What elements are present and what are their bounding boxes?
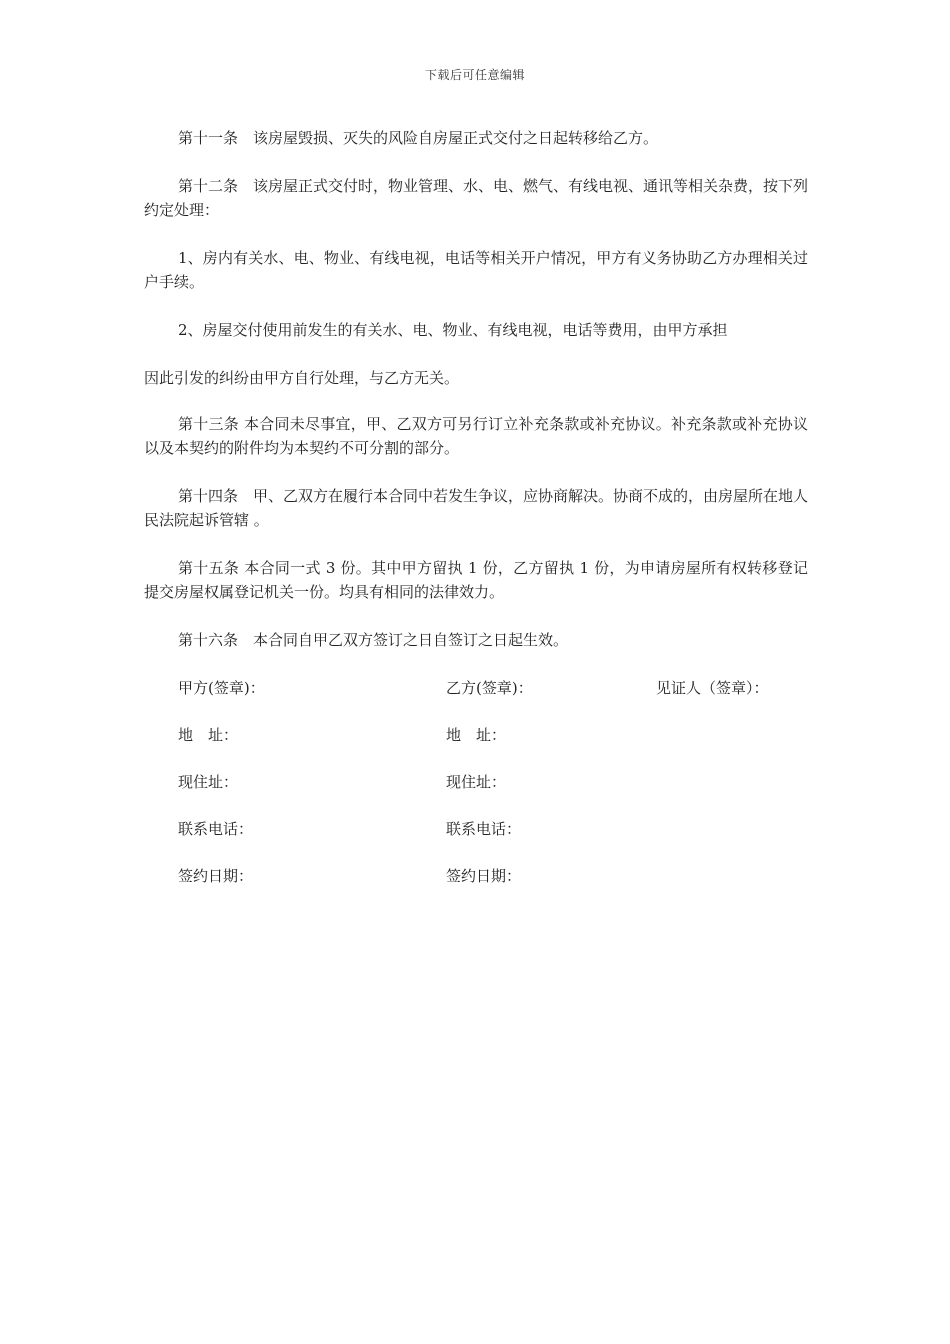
party-a-date-label: 签约日期： — [178, 867, 254, 885]
party-b-sign-label: 乙方(签章)： — [446, 679, 533, 697]
party-a-address-label: 地 址： — [178, 726, 239, 744]
party-b-current-address-label: 现住址： — [446, 773, 507, 791]
phone-row — [0, 817, 950, 841]
current-address-row — [0, 770, 950, 794]
party-a-phone-label: 联系电话： — [178, 820, 254, 838]
clause-14: 第十四条 甲、乙双方在履行本合同中若发生争议，应协商解决。协商不成的，由房屋所在地人民法院起诉管辖 。 — [144, 487, 809, 529]
date-row — [0, 864, 950, 888]
signature-row — [0, 676, 950, 700]
party-a-current-address-label: 现住址： — [178, 773, 239, 791]
clause-12-item-1: 1、房内有关水、电、物业、有线电视，电话等相关开户情况，甲方有义务协助乙方办理相关过户手续。 — [144, 249, 808, 291]
witness-sign-label: 见证人（签章）： — [656, 679, 769, 697]
clause-13: 第十三条 本合同未尽事宜，甲、乙双方可另行订立补充条款或补充协议。补充条款或补充协议以及本契约的附件均为本契约不可分割的部分。 — [144, 415, 808, 457]
address-row — [0, 723, 950, 747]
party-b-phone-label: 联系电话： — [446, 820, 522, 838]
clause-16: 第十六条 本合同自甲乙双方签订之日自签订之日起生效。 — [178, 631, 569, 649]
clause-12: 第十二条 该房屋正式交付时，物业管理、水、电、燃气、有线电视、通讯等相关杂费，按下列约定处理： — [144, 177, 809, 219]
clause-12-item-2: 2、房屋交付使用前发生的有关水、电、物业、有线电视，电话等费用，由甲方承担 — [178, 321, 728, 339]
header-note: 下载后可任意编辑 — [424, 68, 525, 82]
party-a-sign-label: 甲方(签章)： — [178, 679, 265, 697]
clause-11: 第十一条 该房屋毁损、灭失的风险自房屋正式交付之日起转移给乙方。 — [178, 129, 659, 147]
clause-12-item-2-continued: 因此引发的纠纷由甲方自行处理，与乙方无关。 — [144, 369, 460, 387]
clause-15: 第十五条 本合同一式 3 份。其中甲方留执 1 份，乙方留执 1 份，为申请房屋所有权转移登记提交房屋权属登记机关一份。均具有相同的法律效力。 — [144, 559, 808, 601]
party-b-date-label: 签约日期： — [446, 867, 522, 885]
party-b-address-label: 地 址： — [446, 726, 507, 744]
